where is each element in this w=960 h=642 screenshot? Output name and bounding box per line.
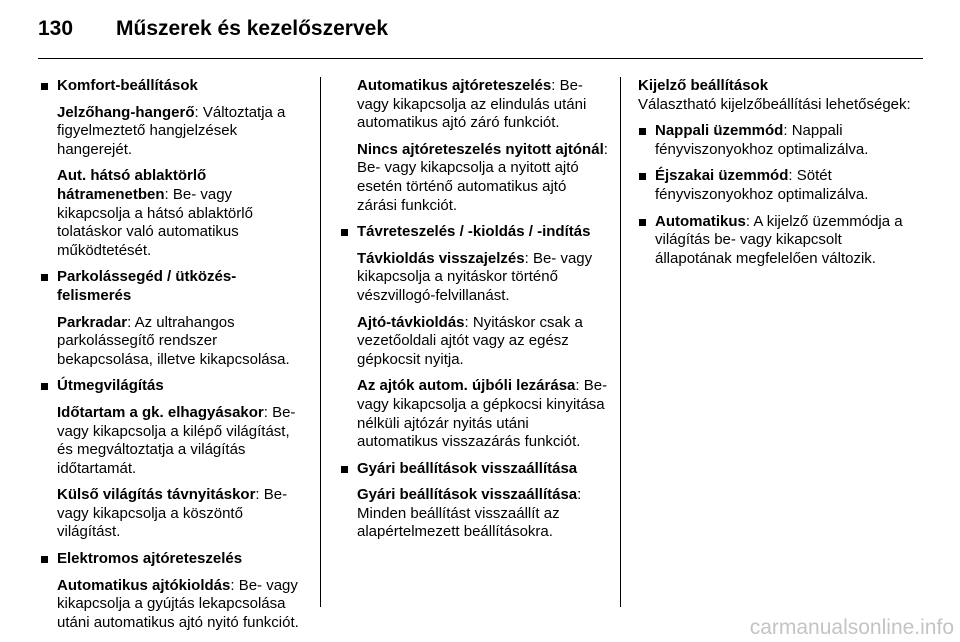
entry xyxy=(357,486,610,542)
entry-term: Jelzőhang-hangerő xyxy=(57,103,195,121)
bullet-square-icon xyxy=(639,219,646,226)
entry-term: Aut. hátsó ablaktörlő hátramenetben xyxy=(57,167,207,203)
section-title: Távreteszelés / -kioldás / -indítás xyxy=(357,223,591,241)
entry xyxy=(357,77,610,133)
entry-term: Automatikus ajtóreteszelés xyxy=(357,77,552,94)
entry-term: Időtartam a gk. elhagyásakor xyxy=(57,403,264,421)
entry xyxy=(57,486,308,542)
entry-term: Parkradar xyxy=(57,313,128,331)
bullet-square-icon xyxy=(639,173,646,180)
column-divider xyxy=(620,77,621,607)
entry xyxy=(57,404,308,478)
bullet-square-icon xyxy=(41,556,48,563)
option-auto-mode xyxy=(638,213,920,269)
entry-term: Gyári beállítások visszaállítása xyxy=(357,486,578,504)
entry-text: : Be- vagy kikapcsolja a kilépő világítást, és megváltoztatja a világítás időtartamát. xyxy=(57,403,296,477)
entry-text: : Be- vagy kikapcsolja a köszöntő világítást. xyxy=(57,486,288,541)
entry-term: Ajtó-távkioldás xyxy=(357,313,465,331)
entry-text: : Az ultrahangos parkolássegítő rendszer bekapcsolása, illetve kikapcsolása. xyxy=(57,313,290,368)
entry-term: Nappali üzemmód xyxy=(655,122,784,140)
entry-term: Távkioldás visszajelzés xyxy=(357,249,525,267)
bullet-square-icon xyxy=(341,229,348,236)
entry-term: Automatikus xyxy=(655,212,746,230)
option-night-mode xyxy=(638,167,920,204)
section-parking xyxy=(40,268,308,369)
bullet-square-icon xyxy=(41,274,48,281)
entry xyxy=(357,250,610,306)
entry-text: : Be- vagy kikapcsolja a hátsó ablaktörlő tolatáskor való automatikus működtetését. xyxy=(57,185,253,259)
bullet-square-icon xyxy=(41,83,48,90)
page-title: Műszerek és kezelőszervek xyxy=(116,17,389,40)
entry xyxy=(357,314,610,370)
section-title: Gyári beállítások visszaállítása xyxy=(357,459,578,477)
entry xyxy=(57,314,308,370)
entry-text: : A kijelző üzemmódja a világítás be- vagy kikapcsolt állapotának megfelelően változik. xyxy=(655,212,903,267)
option-day-mode xyxy=(638,122,920,159)
column-2 xyxy=(340,77,610,550)
bullet-square-icon xyxy=(639,128,646,135)
entry-text: : Be- vagy kikapcsolja a nyitott ajtó esetén történő automatikus ajtó zárási funkciót. xyxy=(357,140,608,214)
entry-text: : Be- vagy kikapcsolja a gyújtás lekapcsolása utáni automatikus ajtó nyitó funkciót. xyxy=(57,576,299,631)
bullet-square-icon xyxy=(41,383,48,390)
section-title: Komfort-beállítások xyxy=(57,77,198,94)
bullet-square-icon xyxy=(341,466,348,473)
section-title: Elektromos ajtóreteszelés xyxy=(57,550,243,568)
entry-text: : Változtatja a figyelmeztető hangjelzések hangerejét. xyxy=(57,103,286,158)
entry-text: : Sötét fényviszonyokhoz optimalizálva. xyxy=(655,167,869,203)
section-comfort xyxy=(40,77,308,260)
entry-term: Az ajtók autom. újbóli lezárása xyxy=(357,377,576,395)
watermark: carmanualsonline.info xyxy=(749,616,954,639)
entry-term: Éjszakai üzemmód xyxy=(655,167,789,185)
section-door-locking-continued xyxy=(340,77,610,215)
entry xyxy=(357,141,610,215)
column-divider xyxy=(320,77,321,607)
entry xyxy=(57,104,308,160)
entry xyxy=(57,577,308,633)
entry-text: : Be- vagy kikapcsolja az elindulás utáni automatikus ajtó záró funkciót. xyxy=(357,77,587,132)
section-door-locking xyxy=(40,550,308,632)
column-1 xyxy=(40,77,308,640)
entry xyxy=(57,167,308,260)
entry-text: : Minden beállítást visszaállít az alapértelmezett beállításokra. xyxy=(357,486,582,541)
section-factory-reset xyxy=(340,460,610,542)
display-settings-intro: Választható kijelzőbeállítási lehetőségek: xyxy=(638,95,911,113)
entry-term: Nincs ajtóreteszelés nyitott ajtónál xyxy=(357,140,604,158)
column-3 xyxy=(638,77,920,276)
section-title: Parkolássegéd / ütközés-felismerés xyxy=(57,268,237,304)
entry-text: : Nappali fényviszonyokhoz optimalizálva. xyxy=(655,122,869,158)
entry xyxy=(357,377,610,451)
entry-term: Automatikus ajtókioldás xyxy=(57,576,231,594)
display-settings-title: Kijelző beállítások xyxy=(638,77,769,94)
entry-text: : Nyitáskor csak a vezetőoldali ajtót vagy az egész gépkocsit nyitja. xyxy=(357,313,583,368)
section-title: Útmegvilágítás xyxy=(57,377,164,395)
entry-text: : Be- vagy kikapcsolja a gépkocsi kinyitása nélküli ajtózár nyitás utáni automatikus visszazárás funkciót. xyxy=(357,377,608,451)
entry-text: : Be- vagy kikapcsolja a nyitáskor történő vészvillogó-felvillanást. xyxy=(357,249,593,304)
header-rule xyxy=(38,58,923,59)
section-remote xyxy=(340,223,610,452)
section-route-lighting xyxy=(40,377,308,542)
entry-term: Külső világítás távnyitáskor xyxy=(57,486,256,504)
page-number: 130 xyxy=(38,17,74,40)
